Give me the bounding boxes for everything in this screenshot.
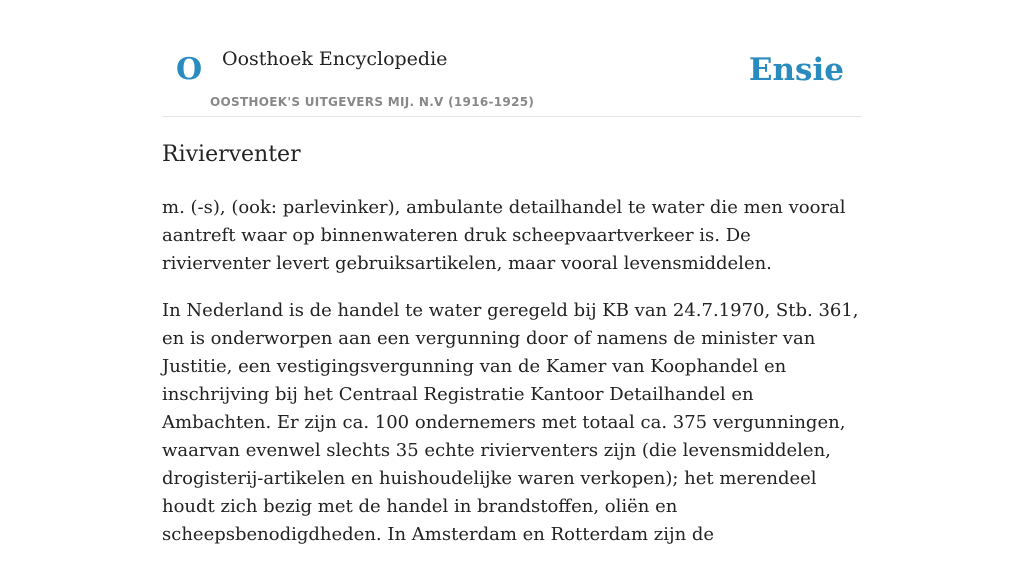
brand-logo-link[interactable]: Ensie: [748, 52, 844, 88]
encyclopedia-title[interactable]: Oosthoek Encyclopedie: [222, 48, 448, 70]
article: [162, 138, 862, 568]
publisher-label: OOSTHOEK'S UITGEVERS MIJ. N.V (1916-1925): [210, 95, 535, 109]
site-header: [162, 36, 862, 117]
article-paragraph-2: In Nederland is de handel te water geregeld bij KB van 24.7.1970, Stb. 361, en is onderworpen aan een vergunning door of namens de minister van Justitie, een vestigingsvergunning van de Kamer van Koophandel en inschrijving bij het Centraal Registratie Kantoor Detailhandel en Ambachten. Er zijn ca. 100 ondernemers met totaal ca. 375 vergunningen, waarvan evenwel slechts 35 echte rivierventers zijn (die levensmiddelen, drogisterij-artikelen en huishoudelijke waren verkopen); het merendeel houdt zich bezig met de handel in brandstoffen, oliën en scheepsbenodigdheden. In Amsterdam en Rotterdam zijn de: [162, 300, 859, 545]
article-paragraph-1: m. (-s), (ook: parlevinker), ambulante detailhandel te water die men vooral aantreft waar op binnenwateren druk scheepvaartverkeer is. De rivierventer levert gebruiksartikelen, maar vooral levensmiddelen.: [162, 197, 846, 274]
encyclopedia-logo[interactable]: O: [176, 52, 203, 87]
article-headword: Rivierventer: [162, 142, 301, 167]
